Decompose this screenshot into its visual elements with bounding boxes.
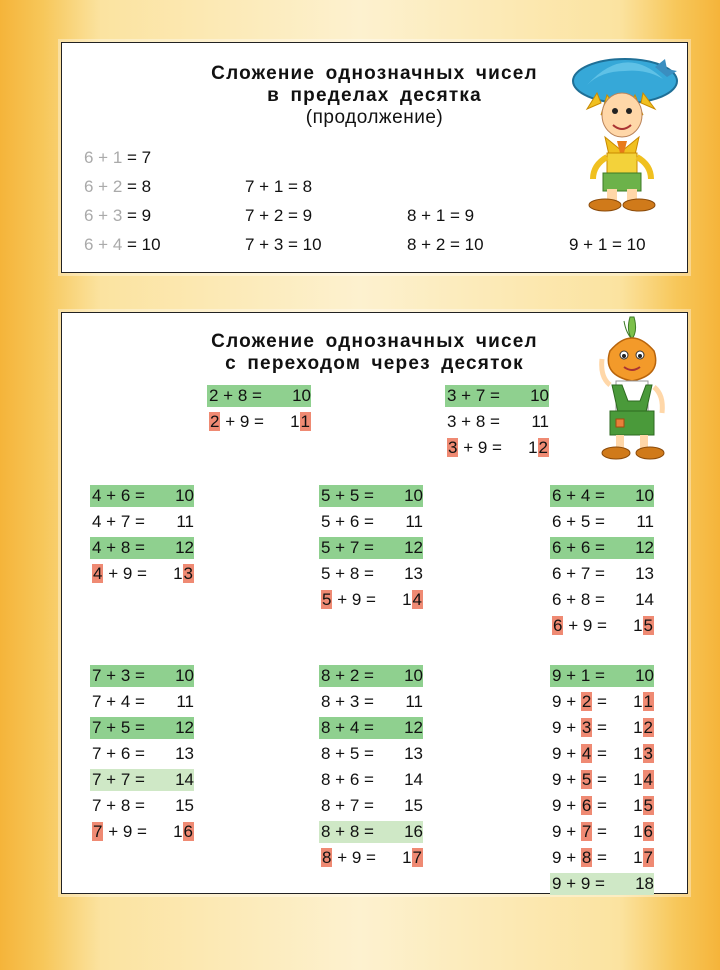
- section2-title-line1: Сложение однозначных чисел: [211, 331, 538, 352]
- equation-lhs: 8 + 8 =: [321, 822, 379, 841]
- equation-result: 12: [175, 718, 194, 737]
- equation-lhs: 4 + 9 =: [93, 564, 152, 583]
- equation-result: 13: [173, 564, 193, 583]
- equation-row-g9-7: [550, 847, 654, 869]
- equation-lhs: 4 + 6 =: [92, 486, 150, 505]
- equation-col4-0: 9 + 1 = 10: [569, 235, 646, 254]
- equation-col1-3: 6 + 4 = 10: [84, 235, 161, 254]
- equation-lhs: 7 + 7 =: [92, 770, 150, 789]
- equation-lhs: 8 + 9 =: [322, 848, 381, 867]
- onion-boy-mascot-icon: [590, 315, 674, 463]
- equation-col2-2: 7 + 3 = 10: [245, 235, 322, 254]
- equation-row-g3-2: [445, 437, 549, 459]
- equation-result: 10: [404, 666, 423, 685]
- equation-result: 11: [405, 692, 423, 711]
- equation-lhs: 5 + 6 =: [321, 512, 379, 531]
- equation-lhs: 3 + 7 =: [447, 386, 505, 405]
- sunflower-hat-boy-mascot-icon: [567, 49, 679, 213]
- equation-result: 13: [175, 744, 194, 763]
- equation-row-g6-5: [550, 615, 654, 637]
- equation-lhs: 7 + 4 =: [92, 692, 150, 711]
- equation-result: 17: [633, 848, 653, 867]
- section2-title-line2: с переходом через десяток: [225, 353, 524, 374]
- equation-lhs: 7 + 5 =: [92, 718, 150, 737]
- equation-row-g7-6: [90, 821, 194, 843]
- equation-lhs: 7 + 6 =: [92, 744, 150, 763]
- equation-row-g3-1: [445, 411, 549, 433]
- equation-lhs: 9 + 3 =: [552, 718, 612, 737]
- equation-result: 10: [404, 486, 423, 505]
- equation-lhs: 8 + 7 =: [321, 796, 379, 815]
- equation-row-g8-1: [319, 691, 423, 713]
- equation-lhs: 5 + 8 =: [321, 564, 379, 583]
- equation-result: 16: [173, 822, 193, 841]
- equation-result: 16: [633, 822, 653, 841]
- equation-lhs: 8 + 2 =: [321, 666, 379, 685]
- equation-lhs: 6 + 7 =: [552, 564, 610, 583]
- equation-col1-1: 6 + 2 = 8: [84, 177, 152, 196]
- equation-lhs: 9 + 5 =: [552, 770, 612, 789]
- equation-row-g6-0: [550, 485, 654, 507]
- equation-row-g9-8: [550, 873, 654, 895]
- addition-through-ten-panel: [61, 312, 688, 894]
- equation-lhs: 5 + 5 =: [321, 486, 379, 505]
- equation-col1-2: 6 + 3 = 9: [84, 206, 152, 225]
- equation-row-g6-2: [550, 537, 654, 559]
- equation-lhs: 5 + 7 =: [321, 538, 379, 557]
- equation-result: 12: [635, 538, 654, 557]
- equation-col1-0: 6 + 1 = 7: [84, 148, 152, 167]
- equation-lhs: 9 + 4 =: [552, 744, 612, 763]
- equation-result: 16: [404, 822, 423, 841]
- equation-lhs: 7 + 8 =: [92, 796, 150, 815]
- equation-lhs: 9 + 1 =: [552, 666, 610, 685]
- equation-result: 13: [633, 744, 653, 763]
- equation-result: 15: [633, 796, 653, 815]
- equation-lhs: 2 + 9 =: [210, 412, 269, 431]
- equation-result: 18: [635, 874, 654, 893]
- equation-lhs: 7 + 3 =: [92, 666, 150, 685]
- equation-lhs: 9 + 6 =: [552, 796, 612, 815]
- equation-lhs: 5 + 9 =: [322, 590, 381, 609]
- equation-result: 11: [405, 512, 423, 531]
- section1-title-line1: Сложение однозначных чисел: [211, 63, 538, 84]
- equation-result: 10: [635, 666, 654, 685]
- equation-result: 15: [175, 796, 194, 815]
- equation-result: 10: [635, 486, 654, 505]
- equation-row-g9-6: [550, 821, 654, 843]
- equation-lhs: 8 + 3 =: [321, 692, 379, 711]
- equation-row-g8-2: [319, 717, 423, 739]
- equation-row-g5-4: [319, 589, 423, 611]
- equation-col2-0: 7 + 1 = 8: [245, 177, 313, 196]
- equation-lhs: 9 + 2 =: [552, 692, 612, 711]
- equation-result: 10: [292, 386, 311, 405]
- equation-result: 10: [175, 666, 194, 685]
- equation-result: 17: [402, 848, 422, 867]
- equation-col2-1: 7 + 2 = 9: [245, 206, 313, 225]
- equation-row-g4-3: [90, 563, 194, 585]
- equation-row-g5-3: [319, 563, 423, 585]
- equation-lhs: 7 + 9 =: [93, 822, 152, 841]
- equation-row-g6-1: [550, 511, 654, 533]
- equation-result: 15: [633, 616, 653, 635]
- equation-lhs: 3 + 8 =: [447, 412, 505, 431]
- equation-lhs: 6 + 9 =: [553, 616, 612, 635]
- equation-row-g9-5: [550, 795, 654, 817]
- equation-result: 12: [404, 538, 423, 557]
- equation-result: 12: [404, 718, 423, 737]
- equation-lhs: 6 + 4 =: [552, 486, 610, 505]
- equation-result: 11: [176, 512, 194, 531]
- equation-lhs: 9 + 7 =: [552, 822, 612, 841]
- equation-result: 10: [175, 486, 194, 505]
- equation-row-g7-3: [90, 743, 194, 765]
- equation-row-g9-2: [550, 717, 654, 739]
- equation-result: 14: [635, 590, 654, 609]
- equation-row-g6-3: [550, 563, 654, 585]
- equation-lhs: 4 + 7 =: [92, 512, 150, 531]
- equation-row-g8-5: [319, 795, 423, 817]
- equation-lhs: 8 + 6 =: [321, 770, 379, 789]
- equation-row-g3-0: [445, 385, 549, 407]
- equation-result: 11: [531, 412, 549, 431]
- equation-result: 13: [404, 564, 423, 583]
- equation-row-g5-2: [319, 537, 423, 559]
- equation-result: 14: [175, 770, 194, 789]
- equation-lhs: 4 + 8 =: [92, 538, 150, 557]
- equation-row-g8-4: [319, 769, 423, 791]
- equation-row-g8-3: [319, 743, 423, 765]
- equation-lhs: 3 + 9 =: [448, 438, 507, 457]
- equation-result: 12: [528, 438, 548, 457]
- equation-row-g7-2: [90, 717, 194, 739]
- equation-row-g4-0: [90, 485, 194, 507]
- equation-result: 14: [404, 770, 423, 789]
- equation-row-g5-0: [319, 485, 423, 507]
- equation-result: 12: [633, 718, 653, 737]
- equation-result: 12: [175, 538, 194, 557]
- equation-row-g5-1: [319, 511, 423, 533]
- equation-row-g9-1: [550, 691, 654, 713]
- equation-col3-1: 8 + 2 = 10: [407, 235, 484, 254]
- addition-within-ten-panel: [61, 42, 688, 273]
- equation-row-g9-3: [550, 743, 654, 765]
- equation-result: 11: [633, 692, 653, 711]
- equation-lhs: 6 + 6 =: [552, 538, 610, 557]
- equation-result: 13: [635, 564, 654, 583]
- equation-row-g7-5: [90, 795, 194, 817]
- section1-title-line2: в пределах десятка: [267, 85, 482, 106]
- equation-result: 14: [402, 590, 422, 609]
- equation-row-g9-4: [550, 769, 654, 791]
- equation-lhs: 6 + 5 =: [552, 512, 610, 531]
- equation-col3-0: 8 + 1 = 9: [407, 206, 475, 225]
- equation-result: 11: [176, 692, 194, 711]
- equation-row-g8-0: [319, 665, 423, 687]
- equation-lhs: 2 + 8 =: [209, 386, 267, 405]
- equation-lhs: 8 + 4 =: [321, 718, 379, 737]
- equation-row-g7-4: [90, 769, 194, 791]
- equation-row-g2-1: [207, 411, 311, 433]
- section1-subtitle: (продолжение): [305, 107, 444, 128]
- equation-result: 11: [290, 412, 310, 431]
- equation-row-g8-6: [319, 821, 423, 843]
- equation-result: 14: [633, 770, 653, 789]
- equation-row-g7-1: [90, 691, 194, 713]
- equation-result: 13: [404, 744, 423, 763]
- equation-row-g4-1: [90, 511, 194, 533]
- equation-result: 10: [530, 386, 549, 405]
- equation-row-g7-0: [90, 665, 194, 687]
- equation-lhs: 9 + 9 =: [552, 874, 610, 893]
- equation-result: 15: [404, 796, 423, 815]
- equation-row-g6-4: [550, 589, 654, 611]
- equation-row-g4-2: [90, 537, 194, 559]
- equation-row-g2-0: [207, 385, 311, 407]
- equation-row-g8-7: [319, 847, 423, 869]
- equation-lhs: 9 + 8 =: [552, 848, 612, 867]
- equation-lhs: 8 + 5 =: [321, 744, 379, 763]
- equation-result: 11: [636, 512, 654, 531]
- equation-lhs: 6 + 8 =: [552, 590, 610, 609]
- equation-row-g9-0: [550, 665, 654, 687]
